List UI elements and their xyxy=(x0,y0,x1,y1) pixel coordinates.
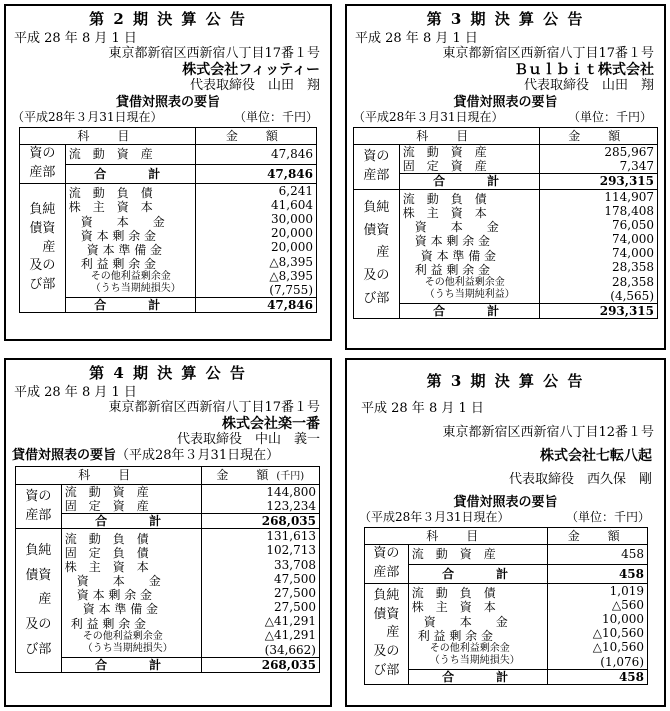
asset-section-label: 資の 産部 xyxy=(20,145,66,184)
liability-item: 資 本 金 xyxy=(414,220,499,235)
notice-title: 第 3 期 決 算 公 告 xyxy=(426,10,585,28)
notice-date: 平成 28 年 8 月 1 日 xyxy=(361,401,484,416)
liability-value: 10,000 xyxy=(602,612,644,627)
notice-title: 第 2 期 決 算 公 告 xyxy=(89,10,247,28)
liability-item: （うち当期純損失） xyxy=(82,642,173,654)
liability-item: その他利益剰余金 xyxy=(90,271,171,283)
liability-items xyxy=(399,189,539,303)
liability-item: その他利益剰余金 xyxy=(82,630,163,642)
liability-item: 資 本 金 xyxy=(76,574,161,589)
asset-total-value: 47,846 xyxy=(195,164,316,183)
liability-item: 株 主 資 本 xyxy=(411,600,496,615)
company-address: 東京都新宿区西新宿八丁目17番１号 xyxy=(108,400,320,415)
liability-items xyxy=(408,583,548,669)
asset-values xyxy=(195,145,316,164)
liability-item: その他利益剰余金 xyxy=(424,276,505,288)
header-amount: 金 額 xyxy=(548,528,648,545)
bs-period: （平成28年３月31日現在） xyxy=(12,110,163,124)
liability-total-label: 合 計 xyxy=(399,303,539,318)
liability-item: 流 動 負 債 xyxy=(411,586,496,601)
bs-title: 貸借対照表の要旨 xyxy=(115,95,220,110)
asset-value: 47,846 xyxy=(271,147,313,162)
liability-item: 固 定 負 債 xyxy=(64,545,149,560)
bs-title: 貸借対照表の要旨 xyxy=(12,448,117,463)
liability-item: 資 本 剰 余 金 xyxy=(76,588,153,603)
liability-total-label: 合 計 xyxy=(61,657,201,672)
liability-value: 30,000 xyxy=(271,212,313,227)
bs-unit: （単位：千円） xyxy=(233,110,318,124)
company-name: Ｂｕｌｂｉｔ株式会社 xyxy=(514,62,654,78)
bs-title: 貸借対照表の要旨 xyxy=(453,495,558,510)
balance-sheet-table xyxy=(19,127,317,313)
asset-item: 固 定 資 産 xyxy=(402,159,487,174)
asset-item: 流 動 資 産 xyxy=(402,145,487,160)
liability-value: 102,713 xyxy=(266,543,316,558)
header-item: 科 目 xyxy=(365,528,548,545)
notice-date: 平成 28 年 8 月 1 日 xyxy=(355,31,478,46)
liability-value: △8,395 xyxy=(269,268,313,283)
liability-total-value: 293,315 xyxy=(539,303,657,318)
liability-item: （うち当期純利益） xyxy=(424,288,515,300)
liability-item: 資 本 準 備 金 xyxy=(82,602,159,617)
representative xyxy=(509,473,652,486)
company-address: 東京都新宿区西新宿八丁目17番１号 xyxy=(108,46,320,61)
asset-section-label: 資の 産部 xyxy=(354,145,400,189)
liability-value: 33,708 xyxy=(274,557,316,572)
asset-total-row xyxy=(354,174,658,189)
balance-sheet-table xyxy=(353,127,658,319)
liability-value: 47,500 xyxy=(274,571,316,586)
asset-value: 458 xyxy=(621,547,644,562)
liability-item: （うち当期純損失） xyxy=(90,282,181,294)
liability-values xyxy=(201,529,319,657)
liability-item: 利 益 剰 余 金 xyxy=(414,262,491,277)
asset-section-label: 資の 産部 xyxy=(16,484,62,528)
liability-section-label: 負純 債資 産 及の び部 xyxy=(365,583,409,684)
rep-name: 山田 翔 xyxy=(267,78,320,93)
liability-value: △10,560 xyxy=(592,626,644,641)
company-name: 株式会社フィッティー xyxy=(182,62,320,78)
notice-title: 第 4 期 決 算 公 告 xyxy=(89,364,247,382)
liability-value: 28,358 xyxy=(612,260,654,275)
liability-item: 資 本 金 xyxy=(423,614,508,629)
liability-value: 20,000 xyxy=(271,240,313,255)
bs-title: 貸借対照表の要旨 xyxy=(453,95,558,110)
liability-value: 27,500 xyxy=(274,600,316,615)
representative xyxy=(177,433,320,446)
liability-values xyxy=(195,183,316,297)
asset-items xyxy=(408,545,548,564)
liability-value: 74,000 xyxy=(612,246,654,261)
asset-item: 流 動 資 産 xyxy=(64,484,149,499)
rep-title: 代表取締役 xyxy=(176,432,242,447)
bs-period: （平成28年３月31日現在） xyxy=(353,110,504,124)
notice-bulbit xyxy=(345,4,666,350)
liability-section-label: 負純 債資 産 及の び部 xyxy=(20,183,66,312)
liability-total-label: 合 計 xyxy=(65,298,195,313)
liability-values xyxy=(548,583,648,669)
table-header-row xyxy=(20,128,317,145)
asset-item: 流 動 資 産 xyxy=(68,147,153,162)
liability-value: 41,604 xyxy=(271,198,313,212)
liability-items xyxy=(65,183,195,297)
liability-item: 利 益 剰 余 金 xyxy=(80,256,157,271)
liability-value: (1,076) xyxy=(600,654,644,669)
liability-value: 74,000 xyxy=(612,232,654,247)
asset-total-row xyxy=(16,514,320,529)
liability-item: 流 動 負 債 xyxy=(402,191,487,206)
liability-item: 利 益 剰 余 金 xyxy=(70,616,147,631)
asset-total-label: 合 計 xyxy=(61,514,201,529)
liability-value: 76,050 xyxy=(612,217,654,232)
company-name: 株式会社七転八起 xyxy=(540,448,652,464)
representative xyxy=(190,79,320,92)
bs-unit: （単位：千円） xyxy=(567,110,652,124)
liability-value: (4,565) xyxy=(610,288,654,303)
asset-items xyxy=(65,145,195,164)
header-item: 科 目 xyxy=(20,128,196,145)
table-header-row xyxy=(16,467,320,485)
asset-items xyxy=(61,484,201,513)
liability-section-label: 負純 債資 産 及の び部 xyxy=(354,189,400,318)
notice-date: 平成 28 年 8 月 1 日 xyxy=(14,385,137,400)
asset-values xyxy=(539,145,657,174)
liability-value: (7,755) xyxy=(269,282,313,297)
balance-sheet-table xyxy=(364,527,648,685)
asset-row xyxy=(16,484,320,513)
liability-item: 利 益 剰 余 金 xyxy=(417,628,493,643)
asset-item: 流 動 資 産 xyxy=(411,547,496,562)
liability-item: 株 主 資 本 xyxy=(64,559,149,574)
header-amount: 金 額 xyxy=(216,468,277,482)
rep-title: 代表取締役 xyxy=(508,472,574,487)
bs-unit: (千円) xyxy=(276,471,305,482)
liability-value: △10,560 xyxy=(592,640,644,655)
liability-value: (34,662) xyxy=(264,642,316,657)
header-amount-cell xyxy=(201,467,319,485)
asset-row xyxy=(365,545,648,564)
balance-sheet-table xyxy=(15,466,320,673)
rep-name: 中山 義一 xyxy=(254,432,320,447)
asset-total-value: 268,035 xyxy=(201,514,319,529)
liability-values xyxy=(539,189,657,303)
asset-value: 144,800 xyxy=(266,484,316,499)
asset-value: 123,234 xyxy=(266,498,316,513)
liability-row xyxy=(354,189,658,303)
bs-period: （平成28年３月31日現在） xyxy=(116,448,280,463)
asset-value: 7,347 xyxy=(619,159,654,174)
header-item: 科 目 xyxy=(16,467,202,485)
asset-row xyxy=(20,145,317,164)
liability-item: 資 本 準 備 金 xyxy=(420,248,497,263)
liability-total-value: 47,846 xyxy=(195,298,316,313)
liability-row xyxy=(16,529,320,657)
liability-item: 流 動 負 債 xyxy=(64,531,149,546)
notice-title: 第 3 期 決 算 公 告 xyxy=(426,372,585,390)
header-amount: 金 額 xyxy=(539,128,657,145)
liability-row xyxy=(365,583,648,669)
asset-total-label: 合 計 xyxy=(65,164,195,183)
liability-value: △560 xyxy=(611,598,644,612)
liability-value: 114,907 xyxy=(604,189,654,204)
liability-value: △41,291 xyxy=(264,614,316,629)
notice-rakuichiban xyxy=(4,358,332,707)
liability-item: その他利益剰余金 xyxy=(429,642,510,654)
liability-value: 6,241 xyxy=(278,183,313,198)
liability-value: △41,291 xyxy=(264,628,316,643)
table-header-row xyxy=(354,128,658,145)
liability-item: 株 主 資 本 xyxy=(68,200,153,215)
liability-item: 資 本 準 備 金 xyxy=(86,242,163,257)
liability-value: 28,358 xyxy=(612,274,654,289)
asset-section-label: 資の 産部 xyxy=(365,545,409,584)
asset-values xyxy=(201,484,319,513)
asset-total-value: 458 xyxy=(548,564,648,583)
table-header-row xyxy=(365,528,648,545)
bs-period: （平成28年３月31日現在） xyxy=(359,510,510,524)
liability-item: 資 本 金 xyxy=(80,214,165,229)
liability-item: （うち当期純損失） xyxy=(429,654,520,666)
liability-value: 1,019 xyxy=(609,583,644,598)
liability-item: 株 主 資 本 xyxy=(402,206,487,221)
company-address: 東京都新宿区西新宿八丁目12番１号 xyxy=(442,425,654,440)
liability-value: 27,500 xyxy=(274,585,316,600)
liability-value: 131,613 xyxy=(266,529,316,544)
notice-date: 平成 28 年 8 月 1 日 xyxy=(14,31,137,46)
company-name: 株式会社楽一番 xyxy=(222,416,320,432)
liability-total-row xyxy=(354,303,658,318)
liability-total-value: 458 xyxy=(548,669,648,684)
liability-total-value: 268,035 xyxy=(201,657,319,672)
liability-section-label: 負純 債資 産 及の び部 xyxy=(16,529,62,673)
liability-total-label: 合 計 xyxy=(408,669,548,684)
liability-item: 資 本 剰 余 金 xyxy=(414,234,491,249)
bs-heading-line xyxy=(12,449,279,462)
asset-items xyxy=(399,145,539,174)
header-amount: 金 額 xyxy=(195,128,316,145)
liability-value: 20,000 xyxy=(271,226,313,241)
liability-item: 資 本 剰 余 金 xyxy=(80,228,157,243)
liability-total-row xyxy=(16,657,320,672)
asset-total-value: 293,315 xyxy=(539,174,657,189)
notice-nanakorobi xyxy=(345,358,666,707)
asset-row xyxy=(354,145,658,174)
company-address: 東京都新宿区西新宿八丁目17番１号 xyxy=(442,46,654,61)
asset-total-label: 合 計 xyxy=(408,564,548,583)
bs-unit: （単位：千円） xyxy=(565,510,650,524)
liability-items xyxy=(61,529,201,657)
asset-total-label: 合 計 xyxy=(399,174,539,189)
asset-item: 固 定 資 産 xyxy=(64,498,149,513)
liability-row xyxy=(20,183,317,297)
representative xyxy=(524,79,654,92)
rep-name: 山田 翔 xyxy=(601,78,654,93)
rep-title: 代表取締役 xyxy=(523,78,589,93)
liability-item: 流 動 負 債 xyxy=(68,186,153,201)
liability-value: △8,395 xyxy=(269,254,313,269)
asset-values xyxy=(548,545,648,564)
header-item: 科 目 xyxy=(354,128,540,145)
rep-title: 代表取締役 xyxy=(189,78,255,93)
asset-value: 285,967 xyxy=(604,145,654,160)
rep-name: 西久保 剛 xyxy=(586,472,652,487)
notice-fittee xyxy=(4,4,332,341)
liability-value: 178,408 xyxy=(604,203,654,218)
